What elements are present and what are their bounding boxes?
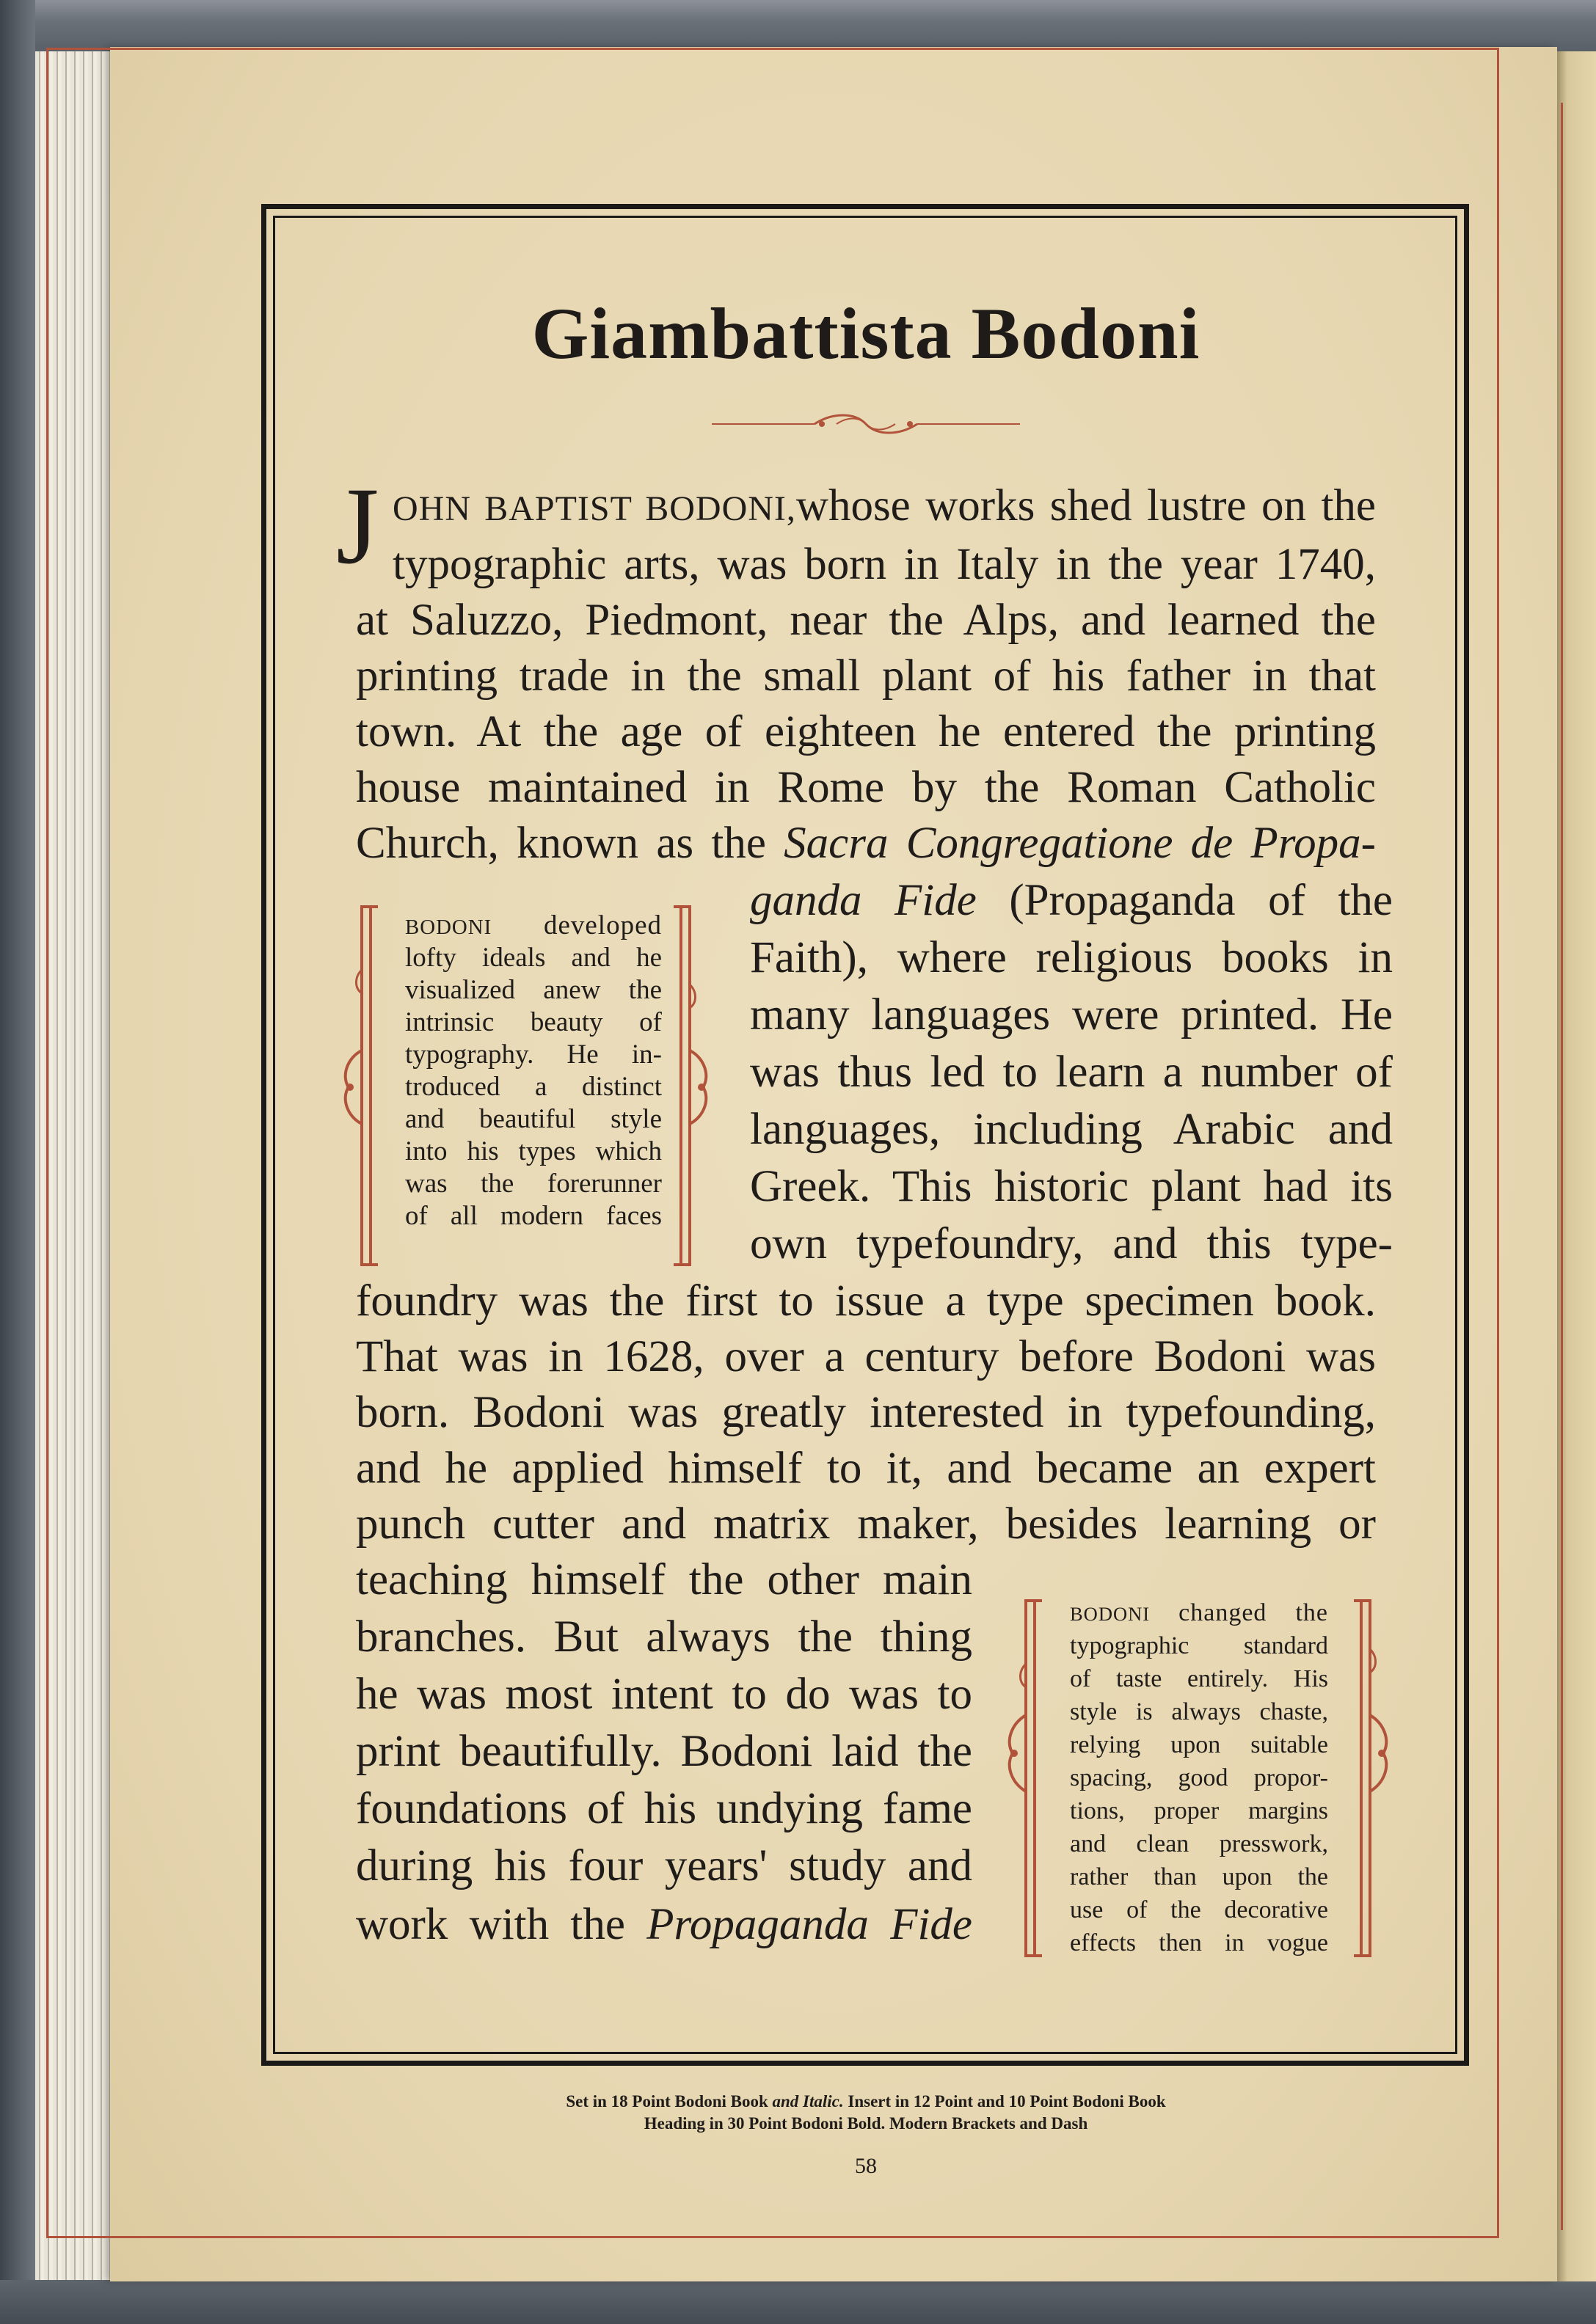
insert-line: BODONI developed [405, 910, 662, 940]
body-line: Church, known as the Sacra Congregatione de Propa- [356, 819, 1376, 868]
body-line: foundations of his undying fame [356, 1784, 972, 1833]
ornamental-dash-icon [712, 411, 1020, 437]
body-line: languages, including Arabic and [750, 1105, 1393, 1154]
insert-line: troduced a distinct [405, 1072, 662, 1102]
body-line: at Saluzzo, Piedmont, near the Alps, and learned the [356, 596, 1376, 645]
body-line: foundry was the first to issue a type specimen book. [356, 1276, 1376, 1326]
insert-line: effects then in vogue [1070, 1929, 1328, 1956]
right-bracket-icon [1354, 1598, 1398, 1965]
insert-line: intrinsic beauty of [405, 1007, 662, 1037]
body-line: he was most intent to do was to [356, 1670, 972, 1719]
body-line: ganda Fide (Propaganda of the [750, 876, 1393, 925]
insert-line: visualized anew the [405, 975, 662, 1005]
insert-line: and beautiful style [405, 1104, 662, 1134]
body-line: during his four years' study and [356, 1841, 972, 1890]
body-line: and he applied himself to it, and became an expert [356, 1444, 1376, 1493]
body-line: born. Bodoni was greatly interested in typefounding, [356, 1388, 1376, 1437]
insert-line: spacing, good propor- [1070, 1764, 1328, 1791]
insert-line: lofty ideals and he [405, 943, 662, 973]
body-line: printing trade in the small plant of his father in that [356, 651, 1376, 701]
book-binding-top [0, 0, 1596, 51]
insert-line: relying upon suitable [1070, 1731, 1328, 1758]
insert-line: style is always chaste, [1070, 1698, 1328, 1725]
body-line: was thus led to learn a number of [750, 1048, 1393, 1097]
insert-line: of taste entirely. His [1070, 1665, 1328, 1692]
right-bracket-icon [674, 904, 718, 1271]
insert-line: and clean presswork, [1070, 1830, 1328, 1857]
body-line: house maintained in Rome by the Roman Catholic [356, 763, 1376, 812]
insert-line: BODONI changed the [1070, 1599, 1328, 1626]
body-line: town. At the age of eighteen he entered the printing [356, 707, 1376, 756]
insert-line: into his types which [405, 1136, 662, 1166]
body-line: teaching himself the other main [356, 1555, 972, 1604]
sidebar-insert-2 [1070, 1596, 1328, 1959]
body-line: OHN BAPTIST BODONI,whose works shed lustre on the [393, 481, 1376, 530]
insert-line: typography. He in- [405, 1039, 662, 1070]
body-line: own typefoundry, and this type- [750, 1219, 1393, 1268]
insert-line: tions, proper margins [1070, 1797, 1328, 1824]
facing-page-edge [1552, 51, 1596, 2281]
body-line: typographic arts, was born in Italy in the year 1740, [393, 540, 1376, 589]
page-title: Giambattista Bodoni [531, 293, 1200, 374]
body-line: many languages were printed. He [750, 990, 1393, 1039]
sidebar-insert-1 [405, 910, 662, 1232]
body-line: Faith), where religious books in [750, 933, 1393, 982]
body-line: branches. But always the thing [356, 1612, 972, 1662]
insert-line: of all modern faces [405, 1201, 662, 1231]
page-number: 58 [855, 2154, 877, 2178]
body-line: That was in 1628, over a century before Bodoni was [356, 1332, 1376, 1381]
book-binding-bottom [0, 2280, 1596, 2324]
insert-line: typographic standard [1070, 1632, 1328, 1659]
book-binding-left [0, 0, 35, 2324]
insert-line: was the forerunner [405, 1169, 662, 1199]
insert-line: rather than upon the [1070, 1863, 1328, 1890]
left-bracket-icon [998, 1598, 1042, 1965]
body-line: punch cutter and matrix maker, besides learning or [356, 1499, 1376, 1549]
body-line: Greek. This historic plant had its [750, 1162, 1393, 1211]
left-bracket-icon [334, 904, 378, 1271]
colophon-caption-line2: Heading in 30 Point Bodoni Bold. Modern Brackets and Dash [644, 2114, 1088, 2133]
colophon-caption-line1: Set in 18 Point Bodoni Book and Italic. Insert in 12 Point and 10 Point Bodoni Book [566, 2092, 1166, 2111]
body-line: print beautifully. Bodoni laid the [356, 1727, 972, 1776]
drop-cap: J [336, 465, 379, 587]
body-line: work with the Propaganda Fide [356, 1900, 972, 1949]
insert-line: use of the decorative [1070, 1896, 1328, 1923]
